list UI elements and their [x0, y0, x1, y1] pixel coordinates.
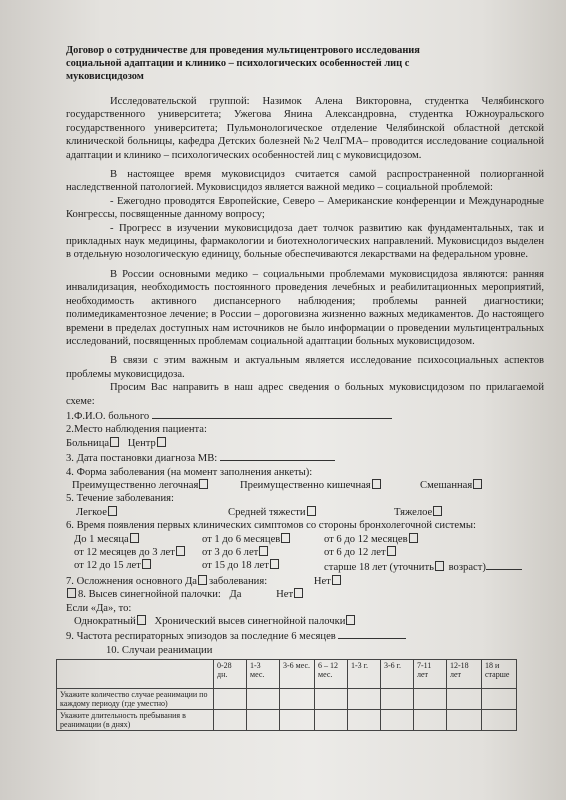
document-body [60, 44, 544, 731]
q5-checkbox[interactable] [108, 506, 117, 516]
q5-checkbox[interactable] [433, 506, 442, 516]
q6-option-label: возраст) [448, 562, 486, 574]
table-input-cell[interactable] [280, 710, 315, 731]
q2-label: 2.Место наблюдения пациента: [66, 424, 207, 436]
q5-option-label: Средней тяжести [228, 506, 306, 518]
q8-option-checkbox[interactable] [346, 615, 355, 625]
q6-row [74, 559, 544, 574]
paragraph: В связи с этим важным и актуальным является исследование психосоциальных аспектов проблемы муковисцидоза. [66, 355, 544, 380]
q6-checkbox[interactable] [281, 533, 290, 543]
q8-label: 8. Высев синегнойной палочки: [78, 589, 221, 601]
q4-label: 4. Форма заболевания (на момент заполнения анкеты): [66, 466, 313, 478]
q3-line [66, 450, 544, 465]
q3-label: 3. Дата постановки диагноза МВ: [66, 453, 218, 465]
table-input-cell[interactable] [482, 710, 517, 731]
q2-checkbox[interactable] [157, 437, 166, 447]
q8-option-checkbox[interactable] [137, 615, 146, 625]
q2-option-label: Центр [127, 437, 156, 449]
table-header-row [57, 660, 517, 689]
q4-option-label: Преимущественно легочная [72, 479, 199, 491]
table-row-label: Укажите длительность пребывания в реанимации (в днях) [57, 710, 214, 731]
q6-age-input[interactable] [486, 559, 522, 570]
table-header-cell: 7-11 лет [414, 660, 447, 689]
table-header-cell: 12-18 лет [447, 660, 482, 689]
q1-line [66, 408, 544, 423]
q6-option-label: от 12 месяцев до 3 лет [74, 547, 175, 558]
q5-label: 5. Течение заболевания: [66, 493, 174, 505]
table-header-cell: 0-28 дн. [214, 660, 247, 689]
table-header-cell: 18 и старше [482, 660, 517, 689]
q5-option-label: Тяжелое [394, 506, 433, 518]
table-input-cell[interactable] [214, 689, 247, 710]
q6-option-label: от 12 до 15 лет [74, 560, 141, 572]
table-corner-cell [57, 660, 214, 689]
q7-no-label: Нет [313, 575, 331, 587]
paragraph: Просим Вас направить в наш адрес сведения о больных муковисцидозом по прилагаемой схеме: [66, 382, 544, 407]
q6-option-label: старше 18 лет (уточнить [324, 562, 434, 574]
q2-options [66, 437, 544, 450]
table-row-label: Укажите количество случае реанимации по каждому периоду (где уместно) [57, 689, 214, 710]
paragraph: Исследовательской группой: Назимок Алена Викторовна, студентка Челябинского государственного университета; Ужегова Янина Александровна, студентка Южноуральского государственного университета; Пульмонологическое отделение Челябинской областной детской клинической больницы, кафедра Детских болезней №2 ЧелГМА– проводится исследование социальной адаптации и клинико – психологических особенностей лиц с муковисцидозом. [66, 96, 544, 161]
title-line: муковисцидозом [66, 71, 144, 82]
q8-option-label: Однократный [74, 616, 136, 628]
q10-label: 10. Случаи реанимации [106, 644, 213, 656]
q4-checkbox[interactable] [473, 479, 482, 489]
table-input-cell[interactable] [315, 710, 348, 731]
q6-checkbox[interactable] [130, 533, 139, 543]
q5-checkbox[interactable] [307, 506, 316, 516]
q8-line [66, 588, 544, 601]
title-line: социальной адаптации и клинико – психологических особенностей лиц с [66, 58, 410, 69]
table-input-cell[interactable] [348, 710, 381, 731]
table-input-cell[interactable] [247, 689, 280, 710]
paragraph: В России основными медико – социальными проблемами муковисцидоза являются: ранняя инвалидизация, необходимость постоянного проведения лечебных и реабилитационных мероприятий, необходимость активного диспансерного наблюдения; проблемы ранней диагностики; полимедикаментозное лечение; в России – дороговизна жизненно важных медикаментов. До настоящего времени в пределах доступных нам источников не было информации о проведении мультицентральных исследований, посвященных проблемам социальной адаптации больных муковисцидозом. [66, 268, 544, 347]
q6-checkbox[interactable] [259, 546, 268, 556]
q6-checkbox[interactable] [435, 561, 444, 571]
table-input-cell[interactable] [247, 710, 280, 731]
q9-input[interactable] [338, 628, 406, 639]
q5-option-label: Легкое [76, 506, 107, 518]
table-input-cell[interactable] [348, 689, 381, 710]
q6-option-label: от 6 до 12 лет [324, 547, 386, 558]
q8-no-label: Нет [276, 589, 294, 601]
q4-option-label: Смешанная [420, 479, 473, 491]
paragraph: В настоящее время муковисцидоз считается самой распространенной полиорганной наследственной патологией. Муковисцидоз является важной медико – социальной проблемой: [66, 169, 544, 194]
q4-checkbox[interactable] [372, 479, 381, 489]
q6-option-label: До 1 месяца [74, 533, 129, 545]
q6-checkbox[interactable] [409, 533, 418, 543]
q6-option-label: от 3 до 6 лет [202, 547, 259, 558]
q8-options [74, 615, 544, 628]
q8-if-label: Если «Да», то: [66, 602, 132, 614]
q6-row [74, 546, 544, 559]
q4-checkbox[interactable] [199, 479, 208, 489]
q1-input[interactable] [152, 408, 392, 419]
table-header-cell: 1-3 мес. [247, 660, 280, 689]
q9-line [66, 628, 544, 643]
table-header-cell: 3-6 мес. [280, 660, 315, 689]
q4-options [72, 479, 544, 492]
q4-option-label: Преимущественно кишечная [240, 479, 371, 491]
table-row [57, 689, 517, 710]
q7-yes-checkbox[interactable] [198, 575, 207, 585]
q9-label: 9. Частота респираторных эпизодов за последние 6 месяцев [66, 631, 336, 643]
table-header-cell: 6 – 12 мес. [315, 660, 348, 689]
q6-option-label: от 6 до 12 месяцев [324, 533, 408, 545]
title-line: Договор о сотрудничестве для проведения мультицентрового исследования [66, 45, 420, 56]
table-input-cell[interactable] [414, 689, 447, 710]
q8-yes-label: Да [229, 589, 242, 601]
table-input-cell[interactable] [414, 710, 447, 731]
table-row [57, 710, 517, 731]
table-input-cell[interactable] [214, 710, 247, 731]
document-title [66, 44, 544, 83]
q8-option-label: Хронический высев синегнойной палочки [154, 616, 346, 628]
q7-no-checkbox[interactable] [332, 575, 341, 585]
q7-label: 7. Осложнения основного [66, 575, 183, 587]
q6-checkbox[interactable] [176, 546, 185, 556]
table-header-cell: 3-6 г. [381, 660, 414, 689]
paragraph: - Прогресс в изучении муковисцидоза дает толчок развитию как фундаментальных, так и прикладных наук медицины, фармакологии и биотехнологических направлений. Муковисцидоз выделен в отдельную нозологическую единицу, больные обеспечиваются лекарствами на федеральном уровне. [66, 222, 544, 261]
q6-row [74, 533, 544, 546]
table-input-cell[interactable] [447, 710, 482, 731]
q5-options [76, 506, 544, 519]
q6-checkbox[interactable] [142, 559, 151, 569]
q1-label: 1.Ф.И.О. больного [66, 410, 150, 422]
q3-input[interactable] [220, 450, 335, 461]
table-input-cell[interactable] [381, 710, 414, 731]
q7-label-cont: заболевания: [209, 575, 268, 587]
q6-label: 6. Время появления первых клинических симптомов со стороны бронхолегочной системы: [66, 520, 476, 532]
q6-checkbox[interactable] [387, 546, 396, 556]
q7-yes-label: Да [185, 575, 197, 587]
table-input-cell[interactable] [280, 689, 315, 710]
table-input-cell[interactable] [315, 689, 348, 710]
q6-option-label: от 1 до 6 месяцев [202, 533, 281, 545]
q6-checkbox[interactable] [270, 559, 279, 569]
q2-option-label: Больница [66, 437, 110, 449]
q7-line [66, 575, 544, 588]
paragraph: - Ежегодно проводятся Европейские, Северо – Американские конференции и Международные Конгрессы, посвященные данному вопросу; [66, 195, 544, 221]
table-input-cell[interactable] [482, 689, 517, 710]
q2-checkbox[interactable] [110, 437, 119, 447]
table-input-cell[interactable] [447, 689, 482, 710]
q6-option-label: от 15 до 18 лет [202, 560, 269, 572]
table-input-cell[interactable] [381, 689, 414, 710]
table-header-cell: 1-3 г. [348, 660, 381, 689]
resuscitation-table [56, 659, 517, 731]
q8-no-checkbox[interactable] [294, 588, 303, 598]
q8-checkbox[interactable] [67, 588, 76, 598]
